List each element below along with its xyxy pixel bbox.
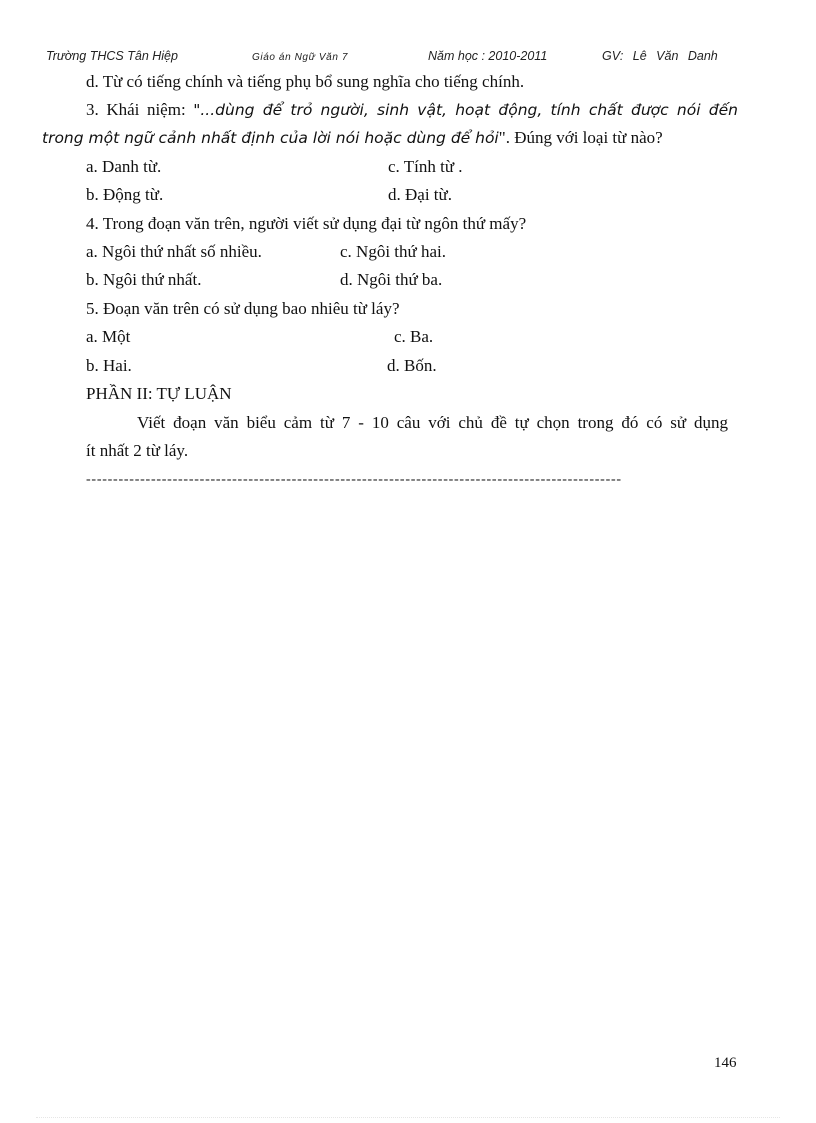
- q5-question: 5. Đoạn văn trên có sử dụng bao nhiêu từ láy?: [86, 299, 400, 318]
- footer-divider: [36, 1117, 780, 1118]
- q5-option-b: b. Hai.: [86, 356, 132, 375]
- header-school-year: Năm học : 2010-2011: [428, 49, 548, 63]
- q3-suffix: ". Đúng với loại từ nào?: [498, 128, 663, 147]
- q3-option-d: d. Đại từ.: [388, 185, 452, 204]
- header-subject: Giáo án Ngữ Văn 7: [252, 52, 349, 63]
- q5-option-a: a. Một: [86, 327, 131, 346]
- q2-option-d: d. Từ có tiếng chính và tiếng phụ bổ sung nghĩa cho tiếng chính.: [86, 72, 525, 91]
- q4-option-c: c. Ngôi thứ hai.: [340, 242, 447, 261]
- part2-line1: Viết đoạn văn biểu cảm từ 7 - 10 câu với chủ đề tự chọn trong đó có sử dụng: [137, 413, 728, 432]
- q5-option-c: c. Ba.: [394, 327, 434, 346]
- part2-line2: ít nhất 2 từ láy.: [86, 441, 189, 460]
- q3-option-b: b. Động từ.: [86, 185, 164, 204]
- q4-option-d: d. Ngôi thứ ba.: [340, 270, 443, 289]
- separator-line: ---------------------------------------------------------------------------------------------------: [86, 472, 622, 487]
- q3-line1: [86, 100, 738, 120]
- header-school: Trường THCS Tân Hiệp: [46, 49, 178, 63]
- header-teacher: GV: Lê Văn Danh: [602, 49, 718, 63]
- q5-option-d: d. Bốn.: [387, 356, 437, 375]
- q4-option-b: b. Ngôi thứ nhất.: [86, 270, 202, 289]
- q3-line2: [42, 128, 663, 148]
- q3-option-c: c. Tính từ .: [388, 157, 463, 176]
- q3-quote-part2: trong một ngữ cảnh nhất định của lời nói hoặc dùng để hỏi: [42, 129, 499, 147]
- q3-option-a: a. Danh từ.: [86, 157, 162, 176]
- part2-heading: PHẦN II: TỰ LUẬN: [86, 384, 232, 403]
- q3-prefix: 3. Khái niệm:: [86, 100, 194, 119]
- q3-quote-part1: "...dùng để trỏ người, sinh vật, hoạt động, tính chất được nói đến: [193, 101, 738, 119]
- page-number: 146: [714, 1055, 737, 1071]
- q4-option-a: a. Ngôi thứ nhất số nhiều.: [86, 242, 262, 261]
- q4-question: 4. Trong đoạn văn trên, người viết sử dụng đại từ ngôn thứ mấy?: [86, 214, 527, 233]
